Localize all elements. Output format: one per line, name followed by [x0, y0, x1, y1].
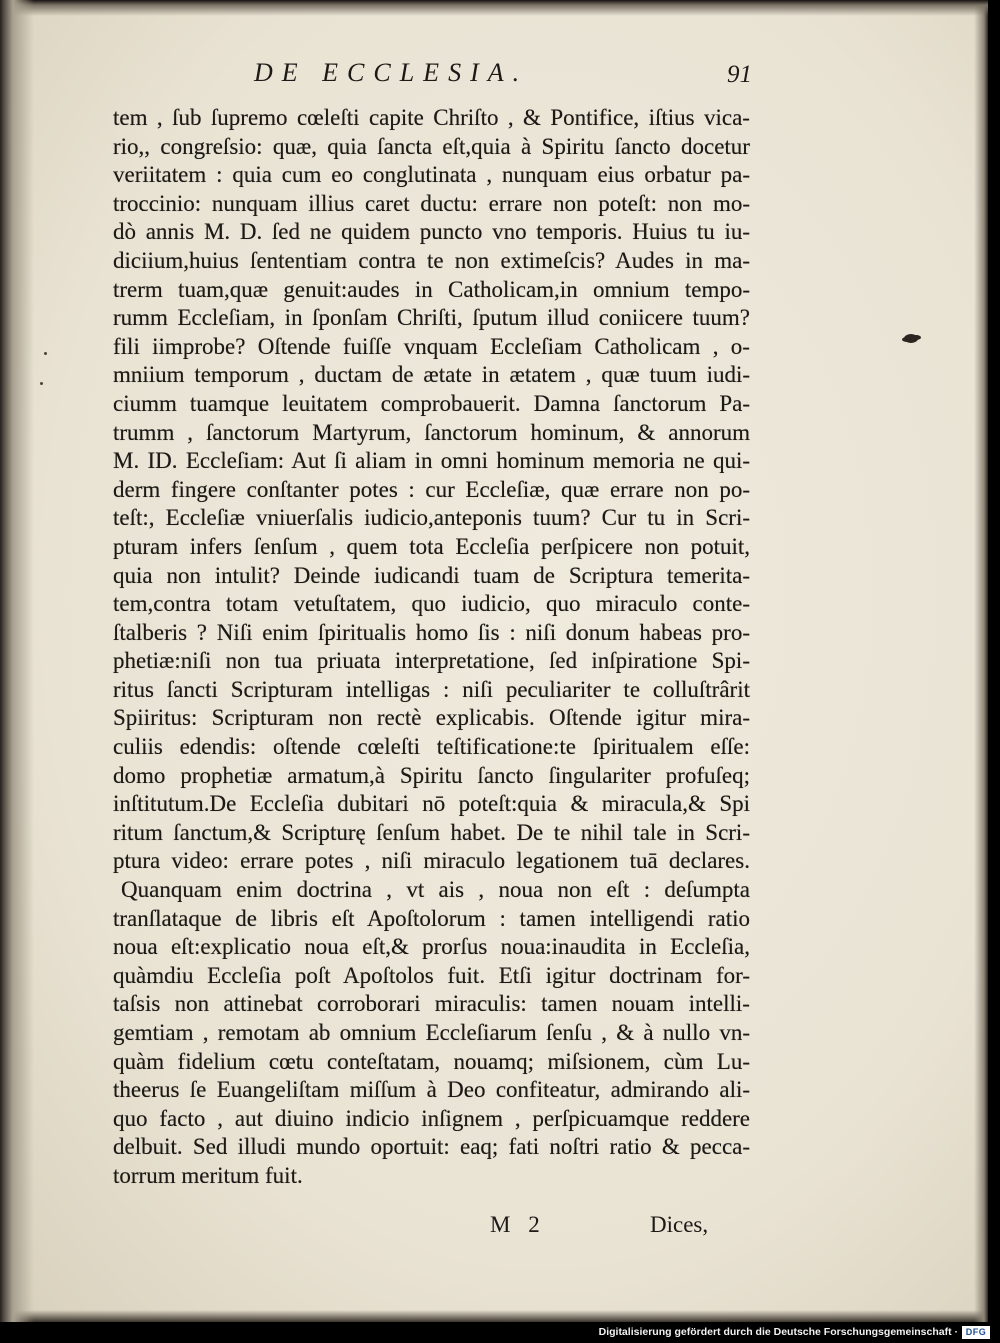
paper-speck — [40, 382, 43, 385]
text-line: tranſlataque de libris eſt Apoſtolorum : tamen intelligendi ratio — [113, 905, 751, 931]
catchword: Dices, — [650, 1212, 709, 1237]
text-line: quàmdiu Eccleſia poſt Apoſtolos fuit. Etſi igitur doctrinam for- — [113, 962, 750, 988]
text-block — [113, 104, 750, 1191]
text-line: inſtitutum.De Eccleſia dubitari nō poteſt:quia & miracula,& Spi — [113, 791, 751, 817]
dfg-logo-icon: DFG — [962, 1326, 990, 1339]
page-number: 91 — [727, 61, 752, 88]
text-line: delbuit. Sed illudi mundo oportuit: eaq; fati noſtri ratio & pecca- — [113, 1134, 751, 1160]
text-line: ptura video: errare potes , niſi miraculo legationem tuā declares. — [113, 848, 750, 874]
text-line: domo prophetiæ armatum,à Spiritu ſancto ſingulariter profuſeq; — [113, 762, 750, 788]
text-line: fili iimprobe? Oſtende fuiſſe vnquam Eccleſiam Catholicam , o- — [113, 333, 750, 359]
text-line: veriitatem : quia cum eo conglutinata , nunquam eius orbatur pa- — [113, 162, 750, 188]
text-line: trumm , ſanctorum Martyrum, ſanctorum hominum, & annorum — [113, 419, 751, 445]
text-line: M. ID. Eccleſiam: Aut ſi aliam in omni hominum memoria ne qui- — [113, 448, 751, 474]
text-line: teſt:, Eccleſiæ vniuerſalis iudicio,anteponis tuum? Cur tu in Scri- — [113, 505, 751, 531]
text-line: trerm tuam,quæ genuit:audes in Catholicam,in omnium tempo- — [113, 276, 751, 302]
text-line: derm fingere conſtanter potes : cur Eccleſiæ, quæ errare non po- — [113, 476, 750, 502]
text-line: noua eſt:explicatio noua eſt,& prorſus noua:inaudita in Eccleſia, — [113, 934, 750, 960]
ink-blot — [904, 334, 918, 343]
text-line: rio,, congreſsio: quæ, quia ſancta eſt,quia à Spiritu ſancto docetur — [113, 133, 750, 159]
signature-mark: M 2 — [490, 1212, 546, 1237]
text-line: rumm Eccleſiam, in ſponſam Chriſti, ſputum illud coniicere tuum? — [113, 305, 750, 331]
text-line: diciium,huius ſententiam contra te non extimeſcis? Audes in ma- — [113, 247, 750, 273]
text-line: taſsis non attinebat corroborari miraculis: tamen nouam intelli- — [113, 991, 750, 1017]
paragraph-first-line: Quanquam enim doctrina , vt ais , noua non eſt : deſumpta — [121, 877, 751, 903]
text-line: ritum ſanctum,& Scripturę ſenſum habet. De te nihil tale in Scri- — [113, 819, 750, 845]
text-line: tem , ſub ſupremo cœleſti capite Chriſto , & Pontifice, iſtius vica- — [113, 105, 750, 130]
text-line: Spiiritus: Scripturam non rectè explicabis. Oſtende igitur mira- — [113, 705, 750, 731]
text-line: theerus ſe Euangeliſtam miſſum à Deo confiteatur, admirando ali- — [113, 1077, 751, 1103]
text-line: culiis edendis: oſtende cœleſti teſtificatione:te ſpiritualem eſſe: — [113, 734, 750, 760]
digitization-footer — [0, 1322, 1000, 1343]
text-line: ciumm tuamque leuitatem comprobauerit. Damna ſanctorum Pa- — [113, 390, 751, 416]
paper-speck — [44, 352, 47, 355]
text-line: quo facto , aut diuino indicio inſignem , perſpicuamque reddere — [113, 1105, 751, 1131]
text-line: pturam infers ſenſum , quem tota Eccleſia perſpicere non potuit, — [113, 533, 751, 559]
text-line: quia non intulit? Deinde iudicandi tuam de Scriptura temerita- — [113, 562, 750, 588]
text-line: gemtiam , remotam ab omnium Eccleſiarum ſenſu , & à nullo vn- — [113, 1020, 750, 1045]
text-line: troccinio: nunquam illius caret ductu: errare non poteſt: non mo- — [113, 190, 750, 216]
text-line: ritus ſancti Scripturam intelligas : niſi peculiariter te colluſtrârit — [113, 676, 750, 702]
paragraph-last-line: torrum meritum fuit. — [113, 1162, 303, 1188]
funding-credit: Digitalisierung gefördert durch die Deutsche Forschungsgemeinschaft · — [598, 1326, 958, 1338]
text-line: quàm fidelium cœtu conteſtatam, nouamq; miſsionem, cùm Lu- — [113, 1048, 751, 1074]
text-line: mniium temporum , ductam de ætate in ætatem , quæ tuum iudi- — [113, 362, 751, 388]
text-line: ſtalberis ? Niſi enim ſpiritualis homo ſis : niſi donum habeas pro- — [113, 619, 751, 645]
running-title: DE ECCLESIA. — [254, 58, 529, 87]
text-line: phetiæ:niſi non tua priuata interpretatione, ſed inſpiratione Spi- — [113, 648, 750, 674]
text-line: tem,contra totam vetuſtatem, quo iudicio, quo miraculo conte- — [113, 591, 751, 617]
text-line: dò annis M. D. ſed ne quidem puncto vno temporis. Huius tu iu- — [113, 219, 751, 245]
